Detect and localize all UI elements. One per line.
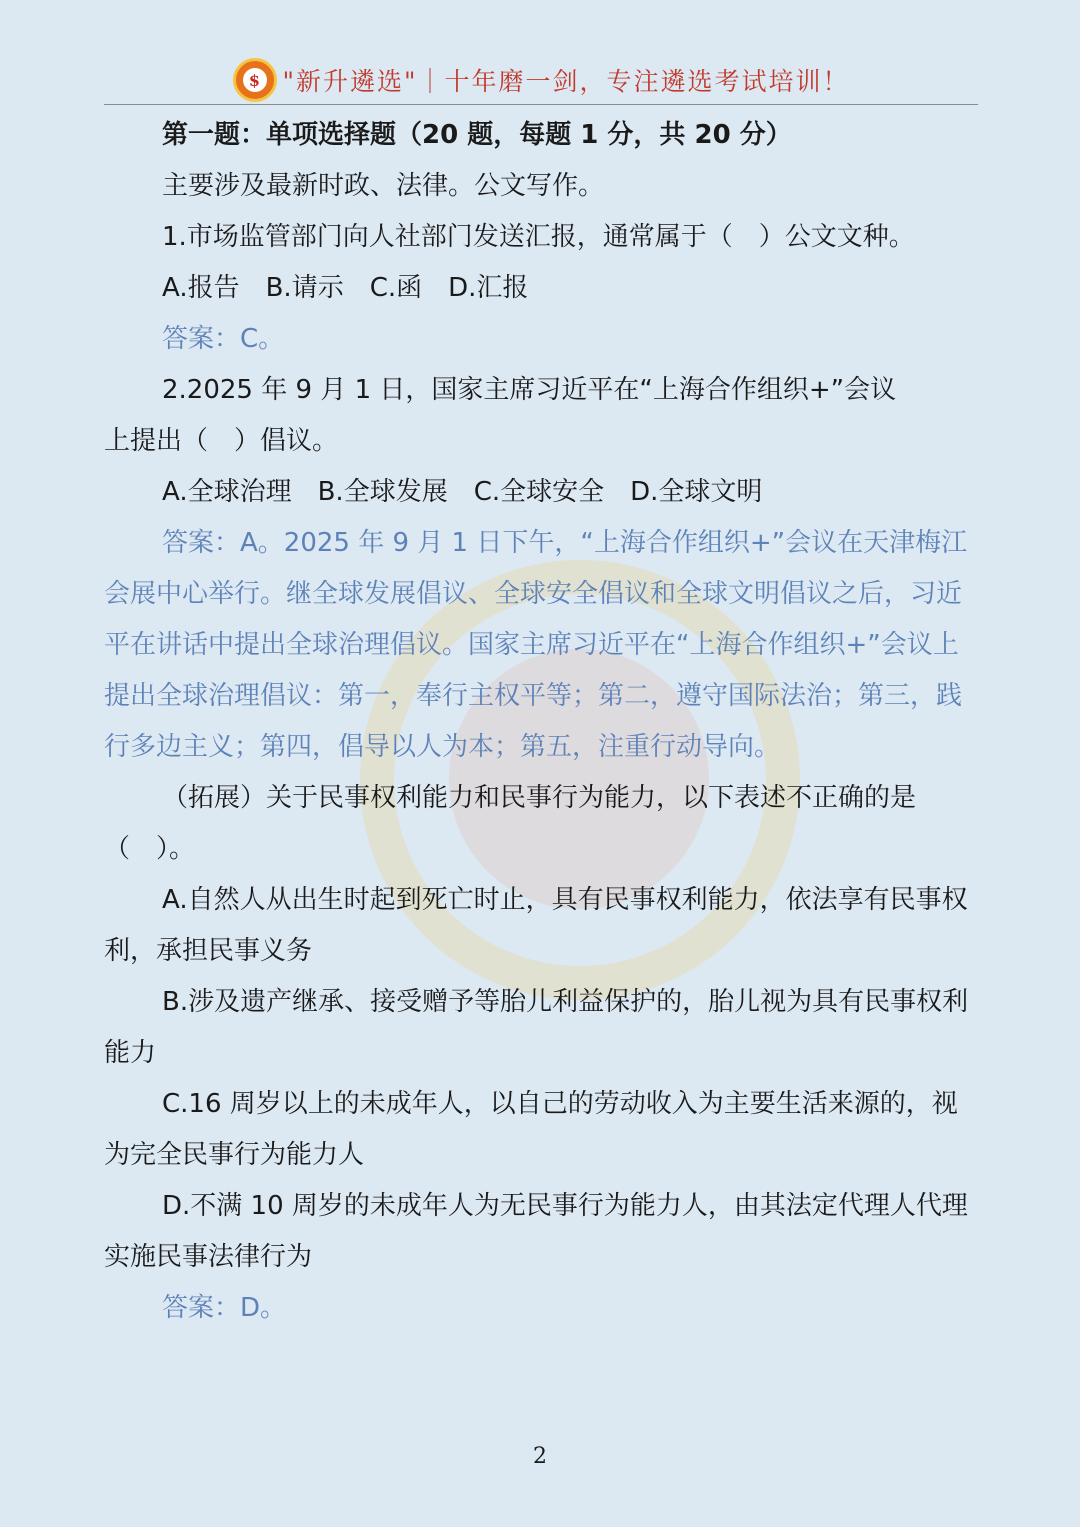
header-slogan: "新升遴选"｜十年磨一剑，专注遴选考试培训！: [282, 67, 850, 96]
question-3-option-b: B.涉及遗产继承、接受赠予等胎儿利益保护的，胎儿视为具有民事权利能力: [104, 987, 969, 1068]
question-3-option-c: C.16 周岁以上的未成年人，以自己的劳动收入为主要生活来源的，视为完全民事行为能力人: [104, 1089, 958, 1170]
document-body: [104, 110, 978, 1334]
question-2-answer: 答案：A。2025 年 9 月 1 日下午，“上海合作组织+”会议在天津梅江会展中心举行。继全球发展倡议、全球安全倡议和全球文明倡议之后，习近平在讲话中提出全球治理倡议。国家主席习近平在“上海合作组织+”会议上提出全球治理倡议：第一，奉行主权平等；第二，遵守国际法治；第三，践行多边主义；第四，倡导以人为本；第五，注重行动导向。: [104, 528, 968, 762]
question-1-options: A.报告 B.请示 C.函 D.汇报: [162, 273, 529, 303]
section-title: 第一题：单项选择题（20 题，每题 1 分，共 20 分）: [162, 120, 792, 150]
question-2-stem-line1: 2.2025 年 9 月 1 日，国家主席习近平在“上海合作组织+”会议: [162, 375, 897, 405]
section-description: 主要涉及最新时政、法律。公文写作。: [162, 171, 605, 201]
xinsheng-logo-icon: $: [233, 58, 277, 102]
question-1-answer: 答案：C。: [162, 324, 285, 354]
question-2-options: A.全球治理 B.全球发展 C.全球安全 D.全球文明: [162, 477, 763, 507]
question-2-stem-line2: 上提出（ ）倡议。: [104, 426, 339, 456]
question-3-stem: （拓展）关于民事权利能力和民事行为能力，以下表述不正确的是（ ）。: [104, 783, 917, 864]
question-1-stem: 1.市场监管部门向人社部门发送汇报，通常属于（ ）公文文种。: [162, 222, 915, 252]
page-number: 2: [533, 1444, 547, 1469]
question-3-answer: 答案：D。: [162, 1293, 287, 1323]
page-header: [104, 56, 978, 105]
question-3-option-d: D.不满 10 周岁的未成年人为无民事行为能力人，由其法定代理人代理实施民事法律行为: [104, 1191, 968, 1272]
question-3-option-a: A.自然人从出生时起到死亡时止，具有民事权利能力，依法享有民事权利，承担民事义务: [104, 885, 968, 966]
